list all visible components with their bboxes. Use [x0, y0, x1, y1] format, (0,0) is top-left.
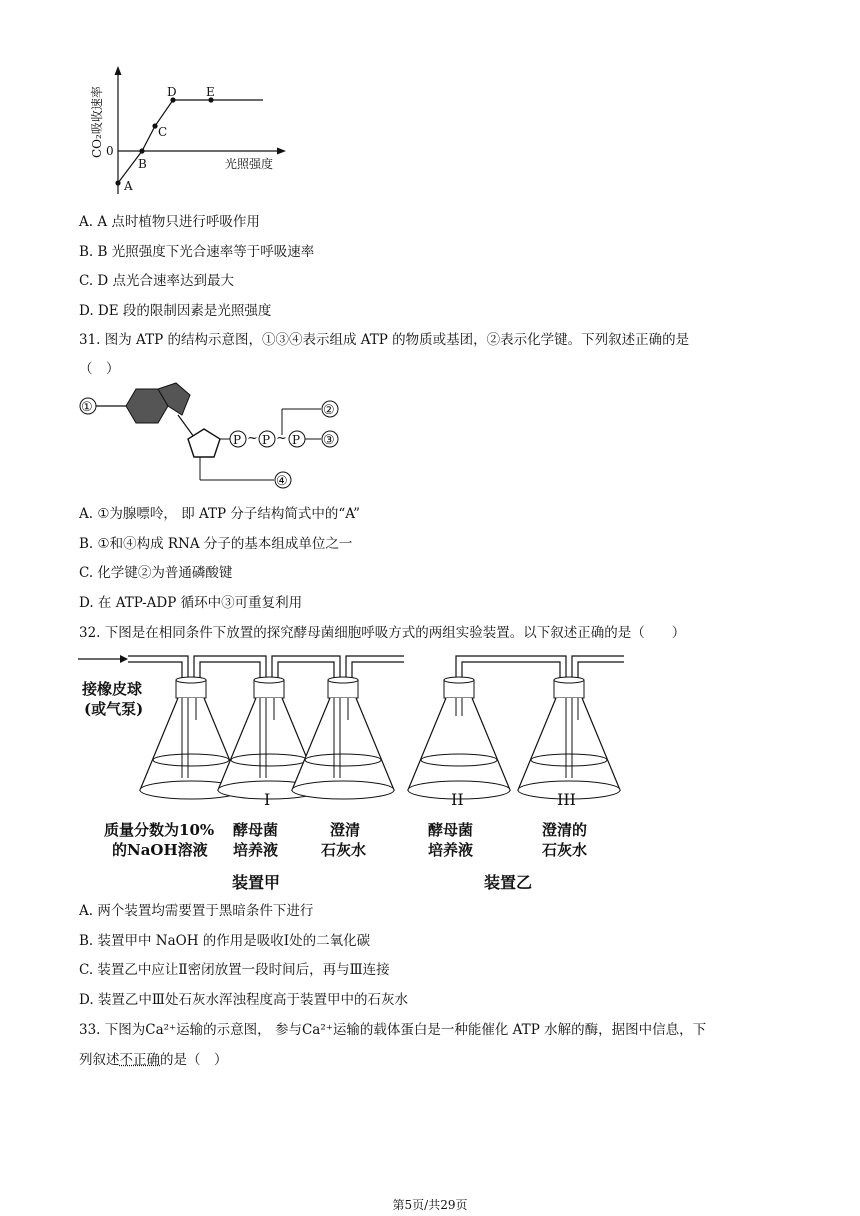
q30-option-d: D. DE 段的限制因素是光照强度 — [79, 303, 272, 319]
point-a — [115, 180, 120, 185]
flask-yeast-2 — [408, 677, 510, 799]
q32-option-b: B. 装置甲中 NaOH 的作用是吸收Ⅰ处的二氧化碳 — [79, 933, 371, 949]
x-axis-label: 光照强度 — [225, 157, 274, 171]
point-d-label: D — [167, 85, 177, 99]
apparatus-b-label: 装置乙 — [484, 873, 533, 892]
roman-i: I — [264, 790, 271, 809]
q33-stem-line-1: 33. 下图为Ca²⁺运输的示意图， 参与Ca²⁺运输的载体蛋白是一种能催化 ATP 水解的酶，据图中信息，下 — [79, 1022, 707, 1038]
q30-option-b: B. B 光照强度下光合速率等于呼吸速率 — [79, 244, 315, 260]
label-4: ④ — [276, 474, 288, 489]
q31-option-b: B. ①和④构成 RNA 分子的基本组成单位之一 — [79, 536, 353, 552]
flask-label-yeast1-2: 培养液 — [233, 841, 279, 859]
label-2: ② — [323, 403, 335, 418]
pump-label-1: 接橡皮球 — [82, 680, 143, 698]
label-1: ① — [81, 400, 93, 415]
roman-iii: III — [557, 790, 576, 809]
q31-option-a: A. ①为腺嘌呤， 即 ATP 分子结构简式中的“A” — [79, 506, 360, 522]
flask-label-lime1-2: 石灰水 — [321, 841, 367, 859]
q32-option-d: D. 装置乙中Ⅲ处石灰水浑浊程度高于装置甲中的石灰水 — [79, 992, 408, 1008]
q31-blank: （ ） — [79, 361, 120, 377]
high-energy-bond-2: ~ — [276, 431, 287, 446]
point-c — [152, 123, 157, 128]
flask-limewater-1 — [292, 677, 394, 799]
high-energy-bond-1: ~ — [247, 431, 258, 446]
q32-option-a: A. 两个装置均需要置于黑暗条件下进行 — [79, 903, 314, 919]
flask-label-yeast1-1: 酵母菌 — [233, 821, 279, 839]
origin-label: 0 — [106, 144, 114, 158]
q33-stem-line-2 — [79, 1051, 228, 1069]
point-c-label: C — [158, 125, 168, 139]
x-axis-arrow — [277, 148, 286, 155]
page-number: 第5页/共29页 — [392, 1198, 468, 1212]
ribose-pentagon — [188, 429, 220, 457]
roman-ii: II — [451, 790, 464, 809]
flask-label-lime1-1: 澄清 — [330, 821, 361, 839]
flask-limewater-2 — [518, 677, 620, 799]
q30-option-a: A. A 点时植物只进行呼吸作用 — [79, 214, 260, 230]
phosphate-2-label: P — [262, 433, 271, 447]
co2-light-graph — [80, 58, 340, 198]
flask-label-naoh-2: 的NaOH溶液 — [112, 841, 208, 859]
point-b-label: B — [138, 157, 147, 171]
q33-stem-2c: 的是（ ） — [160, 1052, 228, 1068]
apparatus-a-label: 装置甲 — [232, 873, 281, 892]
q31-option-c: C. 化学键②为普通磷酸键 — [79, 565, 233, 581]
flask-label-naoh-1: 质量分数为10% — [104, 821, 215, 839]
point-e-label: E — [206, 85, 215, 99]
q32-stem: 32. 下图是在相同条件下放置的探究酵母菌细胞呼吸方式的两组实验装置。以下叙述正确的是（ ） — [79, 625, 686, 641]
point-b — [139, 148, 144, 153]
atp-structure-diagram — [78, 385, 358, 495]
point-a-label: A — [124, 179, 133, 193]
label-3: ③ — [323, 433, 335, 448]
q31-stem: 31. 图为 ATP 的结构示意图，①③④表示组成 ATP 的物质或基团，②表示化学键。下列叙述正确的是 — [79, 332, 690, 348]
phosphate-3-label: P — [292, 433, 301, 447]
flask-label-yeast2-1: 酵母菌 — [428, 821, 474, 839]
y-axis-arrow — [115, 66, 122, 75]
q33-stem-2a: 列叙述 — [79, 1052, 120, 1068]
yeast-respiration-apparatus — [78, 650, 638, 895]
flask-label-yeast2-2: 培养液 — [428, 841, 474, 859]
flask-label-lime2-2: 石灰水 — [542, 841, 588, 859]
q30-option-c: C. D 点光合速率达到最大 — [79, 273, 235, 289]
q33-stem-2b-emphasis: 不正确 — [119, 1052, 160, 1068]
y-axis-label: CO₂吸收速率 — [90, 86, 104, 158]
flask-label-lime2-1: 澄清的 — [542, 821, 588, 839]
q31-option-d: D. 在 ATP-ADP 循环中③可重复利用 — [79, 595, 303, 611]
phosphate-1-label: P — [233, 433, 242, 447]
q32-option-c: C. 装置乙中应让Ⅱ密闭放置一段时间后，再与Ⅲ连接 — [79, 962, 390, 978]
pump-label-2: (或气泵) — [84, 700, 144, 718]
